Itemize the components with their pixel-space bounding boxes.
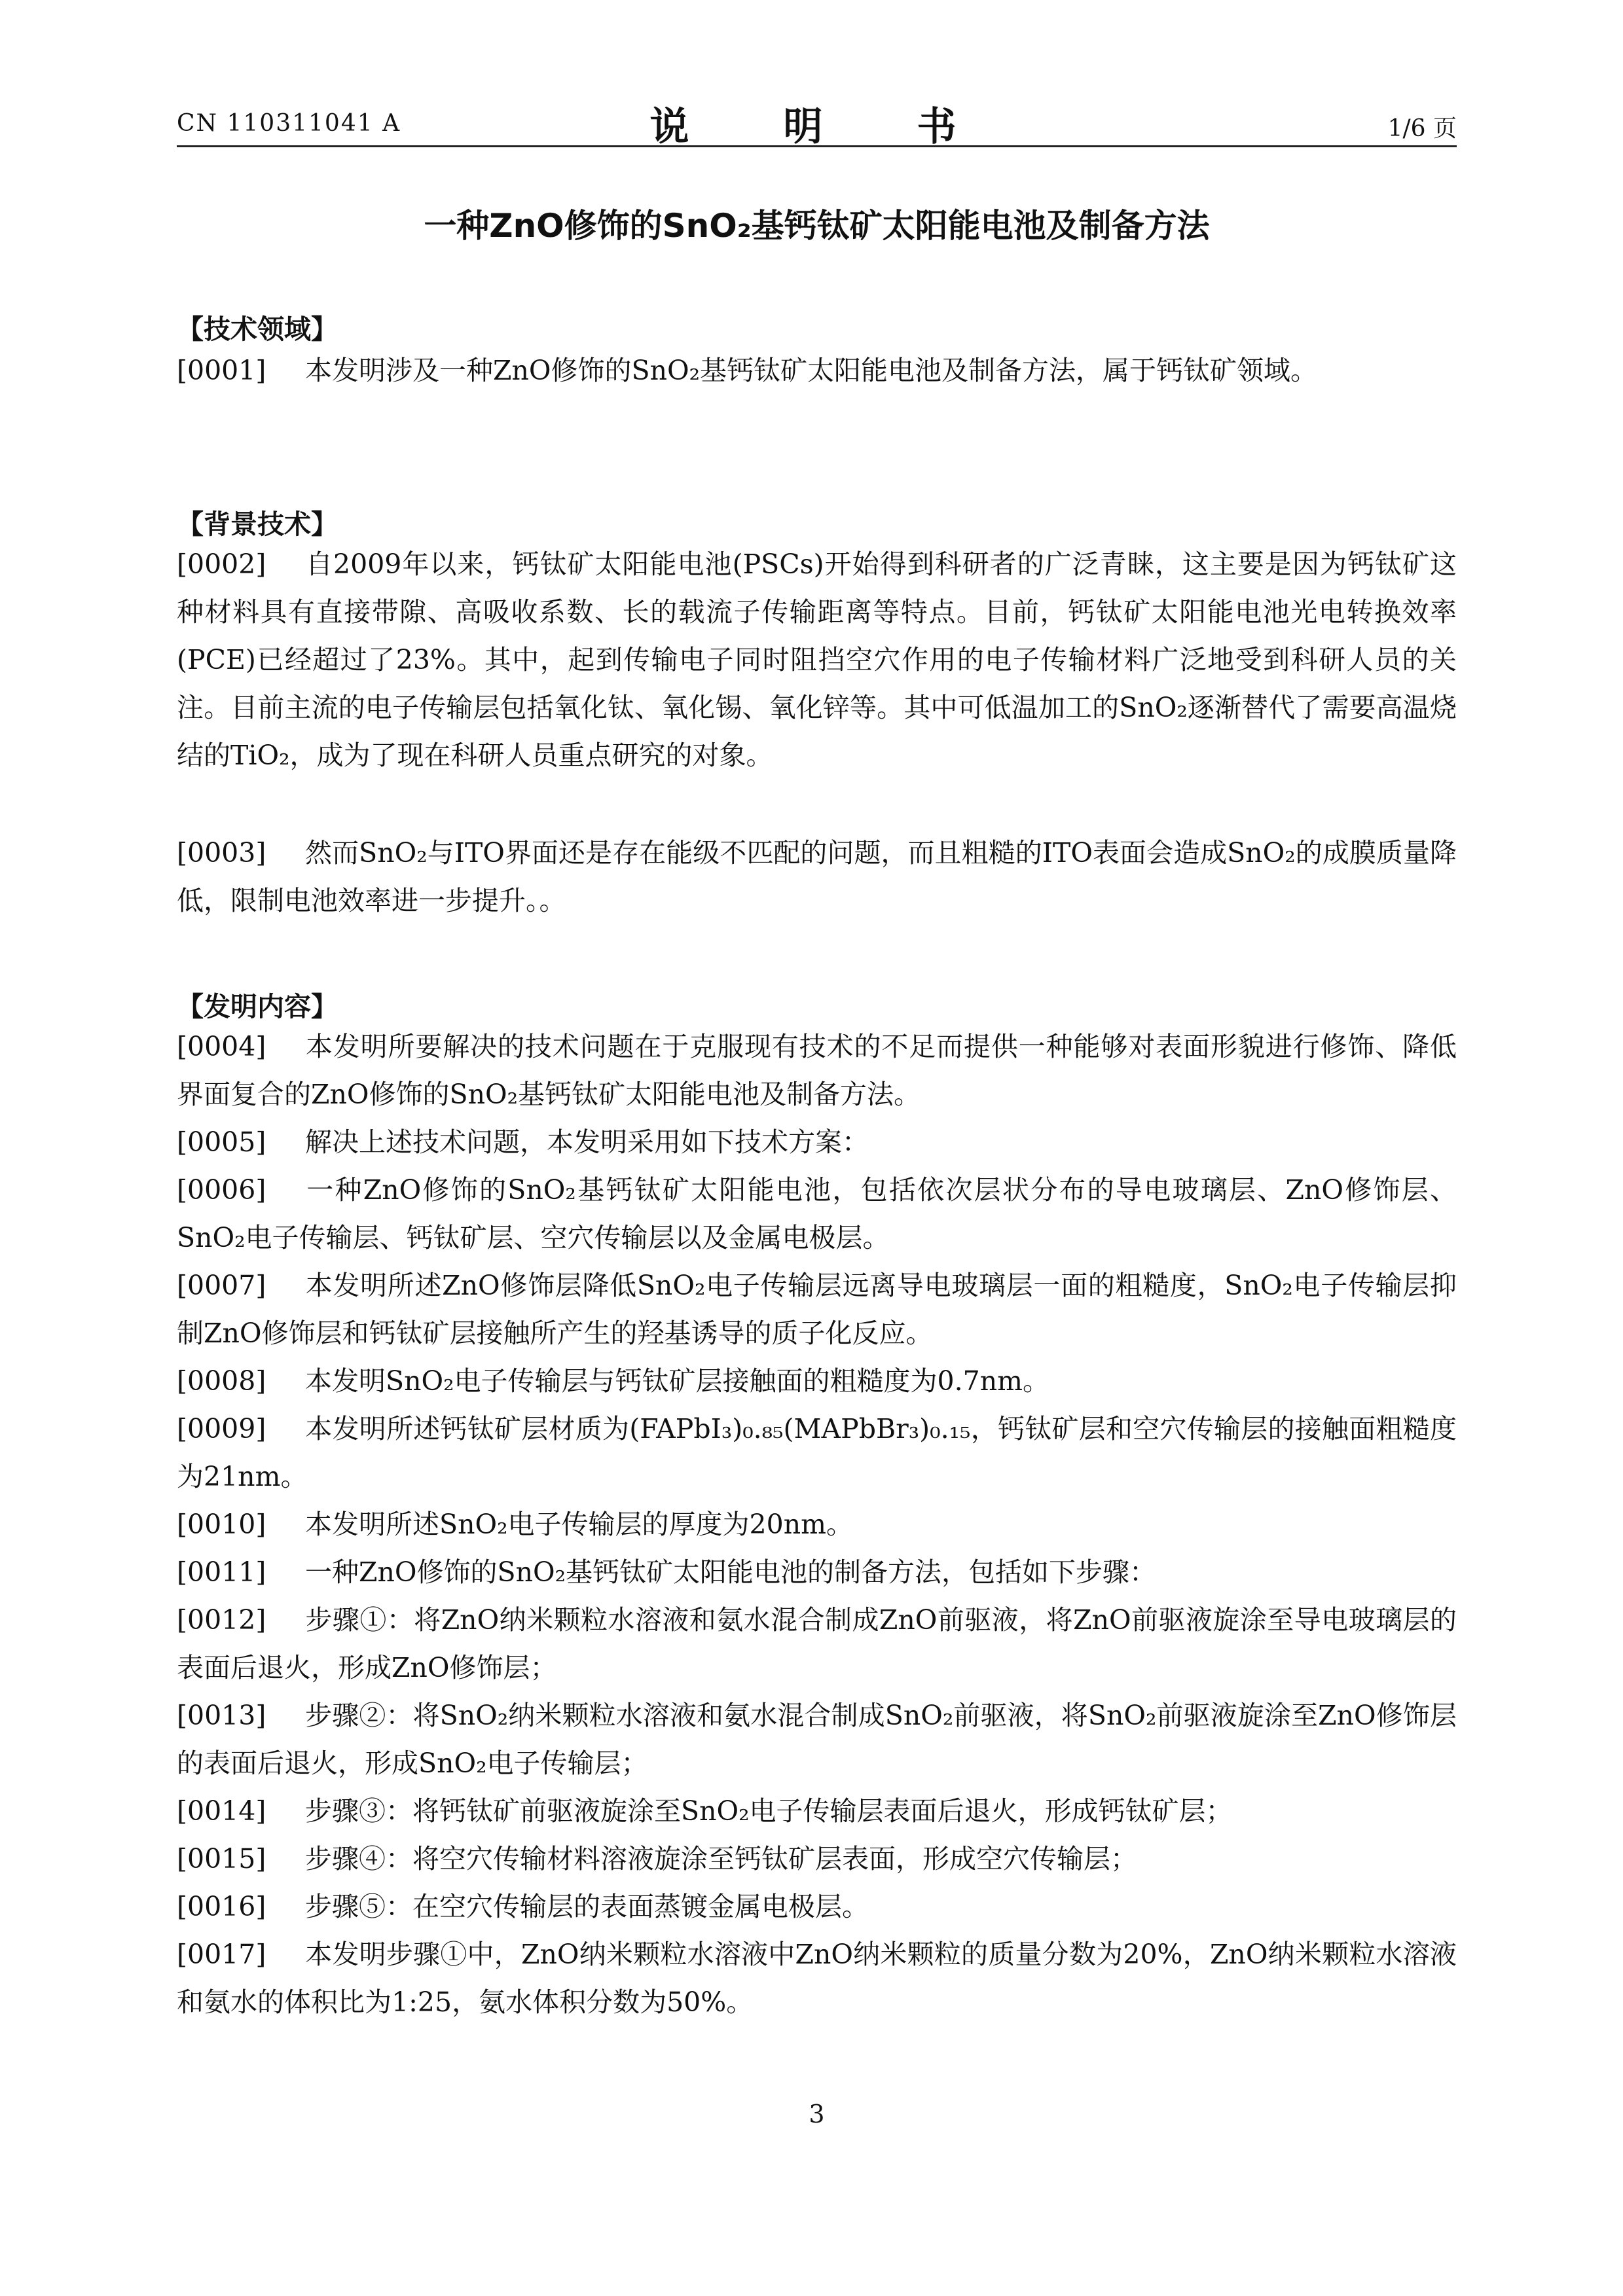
paragraph-number: [0016] [177,1891,266,1922]
paragraph-text: 步骤①：将ZnO纳米颗粒水溶液和氨水混合制成ZnO前驱液，将ZnO前驱液旋涂至导电玻璃层的表面后退火，形成ZnO修饰层； [177,1604,1457,1683]
paragraph-text: 本发明所述ZnO修饰层降低SnO₂电子传输层远离导电玻璃层一面的粗糙度，SnO₂电子传输层抑制ZnO修饰层和钙钛矿层接触所产生的羟基诱导的质子化反应。 [177,1270,1457,1349]
paragraph-0016 [177,1883,1457,1931]
paragraph-0007 [177,1262,1457,1357]
paragraph-0008 [177,1357,1457,1405]
paragraph-number: [0006] [177,1174,266,1206]
paragraph-number: [0013] [177,1700,266,1731]
paragraph-0005 [177,1119,1457,1166]
paragraph-text: 本发明SnO₂电子传输层与钙钛矿层接触面的粗糙度为0.7nm。 [305,1365,1050,1397]
paragraph-text: 本发明所要解决的技术问题在于克服现有技术的不足而提供一种能够对表面形貌进行修饰、降低界面复合的ZnO修饰的SnO₂基钙钛矿太阳能电池及制备方法。 [177,1031,1457,1110]
paragraph-0014 [177,1787,1457,1835]
document-type: 说 明 书 [649,104,984,150]
paragraph-text: 本发明所述钙钛矿层材质为(FAPbI₃)₀.₈₅(MAPbBr₃)₀.₁₅，钙钛矿层和空穴传输层的接触面粗糙度为21nm。 [177,1413,1457,1492]
paragraph-number: [0015] [177,1843,266,1874]
paragraph-0013 [177,1692,1457,1787]
section-heading-tech-field: 【技术领域】 [177,314,338,345]
paragraph-text: 步骤④：将空穴传输材料溶液旋涂至钙钛矿层表面，形成空穴传输层； [305,1843,1137,1874]
paragraph-text: 然而SnO₂与ITO界面还是存在能级不匹配的问题，而且粗糙的ITO表面会造成SnO₂的成膜质量降低，限制电池效率进一步提升。。 [177,837,1457,916]
paragraph-number: [0005] [177,1126,266,1158]
paragraph-text: 解决上述技术问题，本发明采用如下技术方案： [305,1126,869,1158]
paragraph-number: [0002] [177,548,266,580]
paragraph-text: 步骤⑤：在空穴传输层的表面蒸镀金属电极层。 [305,1891,869,1922]
paragraph-0001 [177,347,1457,395]
paragraph-text: 自2009年以来，钙钛矿太阳能电池(PSCs)开始得到科研者的广泛青睐，这主要是因为钙钛矿这种材料具有直接带隙、高吸收系数、长的载流子传输距离等特点。目前，钙钛矿太阳能电池光电转换效率(PCE)已经超过了23%。其中，起到传输电子同时阻挡空穴作用的电子传输材料广泛地受到科研人员的关注。目前主流的电子传输层包括氧化钛、氧化锡、氧化锌等。其中可低温加工的SnO₂逐渐替代了需要高温烧结的TiO₂，成为了现在科研人员重点研究的对象。 [177,548,1457,771]
paragraph-number: [0010] [177,1509,266,1540]
paragraph-text: 一种ZnO修饰的SnO₂基钙钛矿太阳能电池的制备方法，包括如下步骤： [305,1556,1157,1588]
paragraph-0002 [177,541,1457,780]
paragraph-text: 步骤②：将SnO₂纳米颗粒水溶液和氨水混合制成SnO₂前驱液，将SnO₂前驱液旋涂至ZnO修饰层的表面后退火，形成SnO₂电子传输层； [177,1700,1457,1779]
paragraph-0010 [177,1501,1457,1549]
paragraph-number: [0008] [177,1365,266,1397]
paragraph-0012 [177,1596,1457,1692]
paragraph-0003 [177,829,1457,925]
paragraph-number: [0003] [177,837,266,869]
paragraph-text: 本发明所述SnO₂电子传输层的厚度为20nm。 [305,1509,853,1540]
paragraph-number: [0012] [177,1604,266,1636]
paragraph-text: 一种ZnO修饰的SnO₂基钙钛矿太阳能电池，包括依次层状分布的导电玻璃层、ZnO修饰层、SnO₂电子传输层、钙钛矿层、空穴传输层以及金属电极层。 [177,1174,1457,1253]
document-title: 一种ZnO修饰的SnO₂基钙钛矿太阳能电池及制备方法 [424,207,1210,245]
paragraph-text: 步骤③：将钙钛矿前驱液旋涂至SnO₂电子传输层表面后退火，形成钙钛矿层； [305,1795,1233,1827]
paragraph-0009 [177,1405,1457,1501]
paragraph-number: [0007] [177,1270,266,1301]
paragraph-number: [0004] [177,1031,266,1062]
section-heading-background: 【背景技术】 [177,509,338,540]
paragraph-number: [0011] [177,1556,266,1588]
page-header [177,90,1457,149]
paragraph-0015 [177,1835,1457,1883]
paragraph-number: [0017] [177,1939,266,1970]
header-divider [177,145,1457,147]
page-number: 3 [809,2100,825,2128]
paragraph-0004 [177,1023,1457,1119]
paragraph-number: [0001] [177,355,266,386]
paragraph-0006 [177,1166,1457,1262]
paragraph-number: [0014] [177,1795,266,1827]
paragraph-number: [0009] [177,1413,266,1444]
document-number: CN 110311041 A [177,110,401,137]
paragraph-text: 本发明步骤①中，ZnO纳米颗粒水溶液中ZnO纳米颗粒的质量分数为20%，ZnO纳米颗粒水溶液和氨水的体积比为1:25，氨水体积分数为50%。 [177,1939,1457,2018]
paragraph-0011 [177,1549,1457,1596]
section-heading-content: 【发明内容】 [177,991,338,1022]
page-indicator: 1/6 页 [1387,115,1457,142]
paragraph-text: 本发明涉及一种ZnO修饰的SnO₂基钙钛矿太阳能电池及制备方法，属于钙钛矿领域。 [305,355,1318,386]
paragraph-0017 [177,1931,1457,2026]
